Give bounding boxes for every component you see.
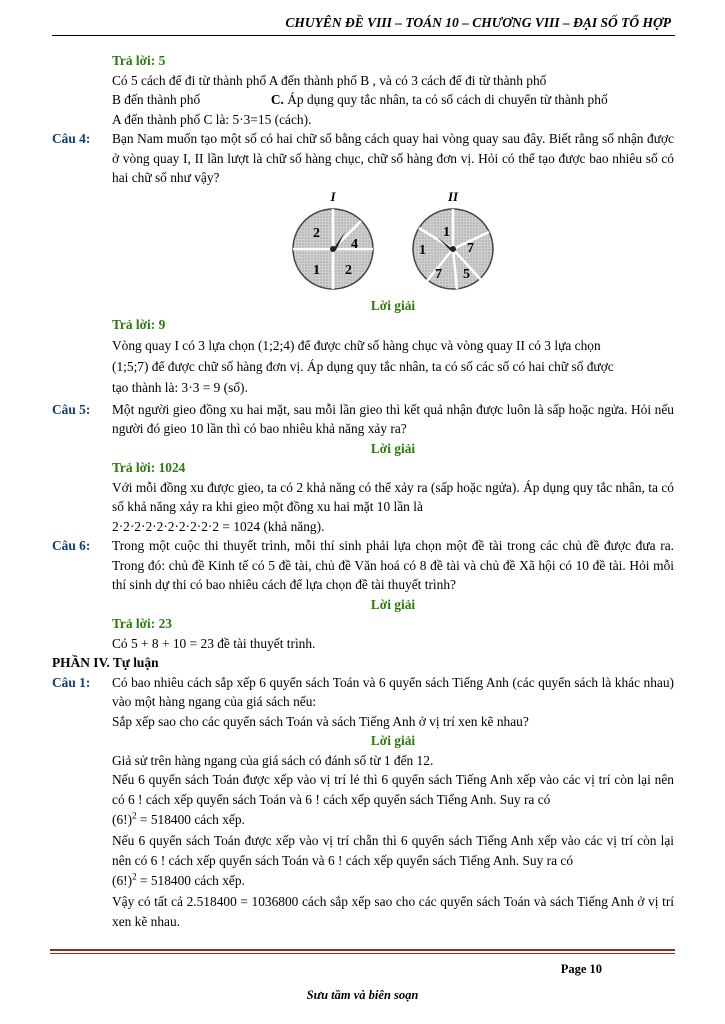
- q6-text: Trong một cuộc thi thuyết trình, mỗi thí sinh phải lựa chọn một đề tài trong các chủ đề được đưa ra. Trong đó: chủ đề Kinh tế có 5 đề tài, chủ đề Văn hoá có 8 đề tài và chủ đề Xã hội có 10 đề tài. Hỏi mỗi thí sinh dự thi có bao nhiêu cách để lựa chọn đề tài thuyết trình?: [112, 538, 674, 592]
- part4-title: PHẦN IV. Tự luận: [52, 655, 159, 670]
- wheel-one-num-c: 1: [313, 262, 320, 278]
- wheel-one: [287, 190, 379, 296]
- p3-formula-rest: = 518400 cách xếp.: [136, 873, 245, 888]
- q4-block: [0, 129, 725, 398]
- footer-rule-thin: [50, 953, 675, 954]
- p2-formula-exp: 2: [132, 810, 137, 821]
- wheel-two-num-b: 1: [443, 224, 450, 240]
- wheel-two-title: II: [447, 188, 459, 204]
- footer-credit: Sưu tầm và biên soạn: [306, 988, 419, 1002]
- q4-label: Câu 4:: [52, 131, 91, 146]
- part4-p2: Nếu 6 quyển sách Toán được xếp vào vị trí lẻ thì 6 quyển sách Tiếng Anh xếp vào các vị trí còn lại nên có 6 ! cách xếp quyển sách Toán và 6 ! cách xếp quyển sách Tiếng Anh. Suy ra có: [112, 772, 674, 807]
- part4-p4: Vậy có tất cả 2.518400 = 1036800 cách sắp xếp sao cho các quyển sách Toán và sách Tiếng Anh ở vị trí xen kẽ nhau.: [112, 894, 674, 929]
- part4-q1-sub: Sắp xếp sao cho các quyển sách Toán và sách Tiếng Anh ở vị trí xen kẽ nhau?: [112, 713, 529, 729]
- p2-formula-rest: = 518400 cách xếp.: [136, 812, 245, 827]
- wheel-one-num-b: 4: [351, 236, 358, 252]
- part4-q1-label: Câu 1:: [52, 674, 91, 690]
- part4-p1: Giả sử trên hàng ngang của giá sách có đánh số từ 1 đến 12.: [112, 752, 434, 768]
- q6-line1: Có 5 + 8 + 10 = 23 đề tài thuyết trình.: [112, 635, 316, 651]
- part4-q1-text: Có bao nhiêu cách sắp xếp 6 quyển sách Toán và 6 quyển sách Tiếng Anh (các quyển sách là khác nhau) vào một hàng ngang của giá sách nếu:: [112, 674, 674, 709]
- q5-line1: Với mỗi đồng xu được gieo, ta có 2 khả năng có thể xảy ra (sấp hoặc ngửa). Áp dụng quy tắc nhân, ta có số khả năng xảy ra khi gieo một đồng xu hai mặt 10 lần là: [112, 479, 674, 514]
- q4-solution-heading: Lời giải: [370, 297, 416, 313]
- q3-line2c: Áp dụng quy tắc nhân, ta có số cách di chuyển từ thành phố: [287, 92, 608, 107]
- spinner-figure: [112, 188, 674, 296]
- wheel-two-num-c: 7: [467, 240, 474, 256]
- footer-rule-thick: [50, 949, 675, 951]
- part4-p3-formula: [112, 870, 674, 892]
- q4-line3: tạo thành là: 3·3 = 9 (số).: [112, 379, 248, 395]
- q5-label: Câu 5:: [52, 401, 91, 417]
- part4-solution-heading: Lời giải: [370, 733, 416, 748]
- page-number: Page 10: [560, 962, 602, 976]
- q5-answer: Trả lời: 1024: [112, 460, 186, 475]
- page-header: CHUYÊN ĐỀ VIII – TOÁN 10 – CHƯƠNG VIII – ĐẠI SỐ TỔ HỢP: [285, 15, 671, 30]
- wheel-two-num-a: 1: [419, 242, 426, 258]
- q3-line3: A đến thành phố C là: 5·3=15 (cách).: [112, 111, 312, 127]
- p3-formula-exp: 2: [132, 871, 137, 882]
- wheel-one-num-d: 2: [345, 262, 352, 278]
- p3-formula-base: (6!): [112, 873, 133, 888]
- q3-line1: Có 5 cách để đi từ thành phố A đến thành phố B , và có 3 cách để đi từ thành phố: [112, 72, 547, 88]
- q5-solution-heading: Lời giải: [370, 440, 416, 456]
- q4-text: Bạn Nam muốn tạo một số có hai chữ số bằng cách quay hai vòng quay sau đây. Biết rằng số nhận được ở vòng quay I, II lần lượt là chữ số hàng chục, chữ số hàng đơn vị. Hỏi có thể tạo được bao nhiêu số có hai chữ số như vậy?: [112, 131, 674, 185]
- q3-line2b: C.: [270, 92, 284, 107]
- wheel-one-graphic: [287, 204, 379, 294]
- q5-block: [0, 400, 725, 537]
- q4-line1: Vòng quay I có 3 lựa chọn (1;2;4) để được chữ số hàng chục và vòng quay II có 3 lựa chọn: [112, 337, 601, 353]
- q3-block: [0, 51, 725, 129]
- header-rule: [52, 35, 675, 36]
- part4-p3: Nếu 6 quyển sách Toán được xếp vào vị trí chẵn thì 6 quyển sách Tiếng Anh xếp vào các vị trí còn lại nên có 6 ! cách xếp quyển sách Toán và 6 ! cách xếp quyển sách Tiếng Anh. Suy ra có: [112, 833, 674, 868]
- q6-answer: Trả lời: 23: [112, 616, 172, 631]
- wheel-two-num-e: 5: [463, 266, 470, 282]
- wheel-two-num-d: 7: [435, 266, 442, 282]
- p2-formula-base: (6!): [112, 812, 133, 827]
- part4-p2-formula: [112, 809, 674, 831]
- q3-answer: Trả lời: 5: [112, 53, 166, 68]
- wheel-one-title: I: [330, 188, 336, 204]
- q6-solution-heading: Lời giải: [370, 596, 416, 612]
- q6-label: Câu 6:: [52, 538, 91, 553]
- part4-block: [0, 653, 725, 931]
- q3-line2a: B đến thành phố: [112, 92, 201, 107]
- page-content: [0, 51, 725, 931]
- q6-block: [0, 536, 725, 653]
- wheel-two-graphic: [407, 204, 499, 294]
- q4-line2: (1;5;7) để được chữ số hàng đơn vị. Áp dụng quy tắc nhân, ta có số các số có hai chữ số được: [112, 358, 614, 374]
- q4-answer: Trả lời: 9: [112, 317, 166, 332]
- wheel-two: [407, 190, 499, 296]
- q5-text: Một người gieo đồng xu hai mặt, sau mỗi lần gieo thì kết quả nhận được luôn là sấp hoặc ngửa. Hỏi nếu người đó gieo 10 lần thì có bao nhiêu khả năng xảy ra?: [112, 401, 674, 436]
- q5-line2: 2·2·2·2·2·2·2·2·2·2 = 1024 (khả năng).: [112, 518, 325, 534]
- q3-line2: [112, 90, 674, 110]
- wheel-one-num-a: 2: [313, 225, 320, 241]
